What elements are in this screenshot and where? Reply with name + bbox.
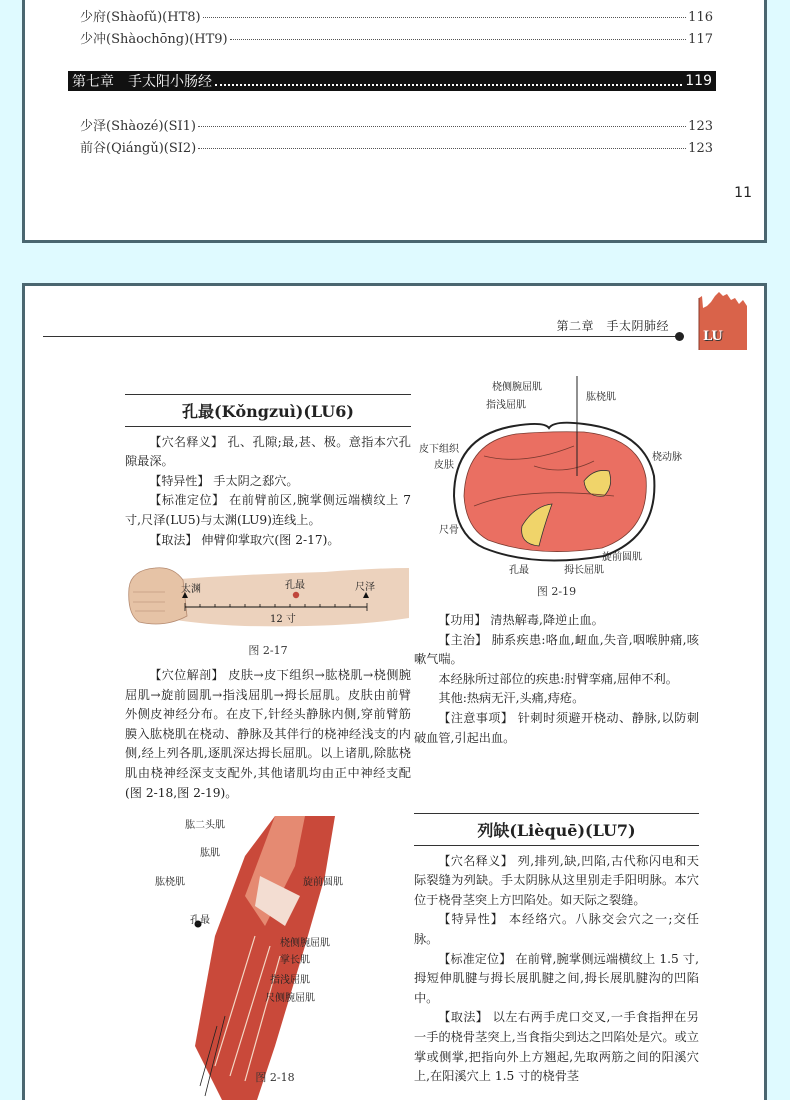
indications-meridian: 本经脉所过部位的疾患:肘臂挛痛,屈伸不利。 <box>438 671 678 686</box>
function: 【功用】 清热解毒,降逆止血。 <box>438 613 604 627</box>
point-lieque <box>414 813 699 1087</box>
point-kongzui-anatomy <box>125 666 411 803</box>
specificity: 【特异性】 手太阴之郄穴。 <box>149 473 299 488</box>
toc-entry[interactable] <box>80 115 713 134</box>
toc-entry-label: 少府(Shàofǔ)(HT8) <box>80 10 201 25</box>
label-fcu: 尺侧腕屈肌 <box>265 993 315 1004</box>
page-number: 11 <box>734 185 752 201</box>
indications: 【主治】 肺系疾患:咯血,衄血,失音,咽喉肿痛,咳嗽气喘。 <box>414 632 699 667</box>
indications-other: 其他:热病无汗,头痛,痔疮。 <box>438 691 585 706</box>
toc-entry[interactable] <box>80 6 713 25</box>
figure-2-17 <box>125 558 411 658</box>
label-subcutaneous: 皮下组织 <box>419 444 459 455</box>
running-head-rule <box>43 336 679 337</box>
label-brachioradialis: 肱桡肌 <box>155 877 185 888</box>
label-fpl: 拇长屈肌 <box>564 565 604 576</box>
toc-page <box>22 0 767 243</box>
label-ulna: 尺骨 <box>439 525 459 536</box>
locating-method: 【取法】 以左右两手虎口交叉,一手食指押在另一手的桡骨茎突上,当食指尖到达之凹陷处是穴。或立掌或侧掌,把指向外上方翘起,先取两筋之间的阳溪穴上,在阳溪穴上 1.5 寸的桡骨茎 <box>414 1010 699 1084</box>
toc-entry-page: 123 <box>688 141 713 156</box>
label-pronator-teres: 旋前圆肌 <box>602 552 642 563</box>
point-title: 列缺(Lièquē)(LU7) <box>414 813 699 846</box>
toc-entry[interactable] <box>80 137 713 156</box>
label-brachialis: 肱肌 <box>200 848 220 859</box>
acupoint-anatomy: 【穴位解剖】 皮肤→皮下组织→肱桡肌→桡侧腕屈肌→旋前圆肌→指浅屈肌→拇长屈肌。皮肤由前臂外侧皮神经分布。在皮下,针经头静脉内侧,穿前臂筋膜入肱桡肌在桡动、静脉及其伴行的桡神经浅支的内侧,经上列各肌,逐肌深达拇长屈肌。以上诸肌,除肱桡肌由桡神经深支支配外,其他诸肌均由正中神经支配(图 2-18,图 2-19)。 <box>125 668 411 800</box>
label-pronator-teres: 旋前圆肌 <box>303 877 343 888</box>
label-fds: 指浅屈肌 <box>486 400 526 411</box>
forearm-cross-section <box>414 376 699 576</box>
leader-dots <box>198 148 686 149</box>
leader-dots <box>203 17 687 18</box>
meridian-tab <box>697 288 749 350</box>
chapter-page: 119 <box>685 73 712 89</box>
toc-entry-page: 123 <box>688 119 713 134</box>
label-biceps: 肱二头肌 <box>185 820 225 831</box>
toc-entry[interactable] <box>80 28 713 47</box>
label-distance: 12 寸 <box>270 614 296 625</box>
label-kongzui: 孔最 <box>285 580 305 591</box>
label-fcr: 桡侧腕屈肌 <box>280 938 330 949</box>
toc-entry-label: 少泽(Shàozé)(SI1) <box>80 119 196 134</box>
chapter-label: 第七章 手太阳小肠经 <box>72 74 212 90</box>
name-meaning: 【穴名释义】 列,排列,缺,凹陷,古代称闪电和天际裂缝为列缺。手太阴脉从这里别走手阳明脉。本穴位于桡骨茎突上方凹陷处。如天际之裂缝。 <box>414 853 699 907</box>
figure-caption-2-18: 图 2-18 <box>255 1071 295 1084</box>
standard-location: 【标准定位】 在前臂前区,腕掌侧远端横纹上 7 寸,尺泽(LU5)与太渊(LU9)连线上。 <box>125 493 411 527</box>
figure-2-18 <box>155 816 405 1100</box>
figure-caption: 图 2-19 <box>536 585 577 598</box>
standard-location: 【标准定位】 在前臂,腕掌侧远端横纹上 1.5 寸,拇短伸肌腱与拇长展肌腱之间,拇长展肌腱沟的凹陷中。 <box>414 951 699 1005</box>
leader-dots <box>230 39 687 40</box>
label-palmaris-longus: 掌长肌 <box>280 955 310 966</box>
cautions: 【注意事项】 针刺时须避开桡动、静脉,以防刺破血管,引起出血。 <box>414 710 699 745</box>
figure-2-19 <box>414 376 699 601</box>
figure-caption: 图 2-17 <box>248 644 288 657</box>
label-kongzui: 孔最 <box>509 565 529 576</box>
point-title: 孔最(Kǒngzuì)(LU6) <box>125 394 411 427</box>
toc-entry-label: 前谷(Qiángǔ)(SI2) <box>80 141 197 156</box>
meridian-tab-label: LU <box>703 329 723 344</box>
toc-entry-page: 117 <box>688 32 713 47</box>
running-head: 第二章 手太阴肺经 <box>556 319 669 333</box>
toc-entry-label: 少冲(Shàochōng)(HT9) <box>80 32 228 47</box>
label-radial-artery: 桡动脉 <box>652 452 682 463</box>
name-meaning: 【穴名释义】 孔、孔隙;最,甚、极。意指本穴孔隙最深。 <box>125 434 411 469</box>
leader-dots <box>198 126 686 127</box>
point-kongzui-functions <box>414 611 699 748</box>
label-taiyuan: 太渊 <box>181 584 201 595</box>
leader-dots <box>215 84 682 86</box>
content-page <box>22 283 767 1100</box>
forearm-illustration <box>125 558 411 638</box>
specificity: 【特异性】 本经络穴。八脉交会穴之一;交任脉。 <box>414 912 699 946</box>
label-chize: 尺泽 <box>355 582 375 593</box>
locating-method: 【取法】 伸臂仰掌取穴(图 2-17)。 <box>149 532 340 547</box>
running-head-dot <box>675 332 684 341</box>
label-fds: 指浅屈肌 <box>270 975 310 986</box>
label-brachioradialis: 肱桡肌 <box>586 392 616 403</box>
toc-entry-page: 116 <box>688 10 713 25</box>
label-kongzui: 孔最 <box>190 915 210 926</box>
toc-chapter-heading[interactable] <box>68 71 716 91</box>
point-kongzui <box>125 394 411 550</box>
label-fcr: 桡侧腕屈肌 <box>492 382 542 393</box>
label-skin: 皮肤 <box>434 460 454 471</box>
